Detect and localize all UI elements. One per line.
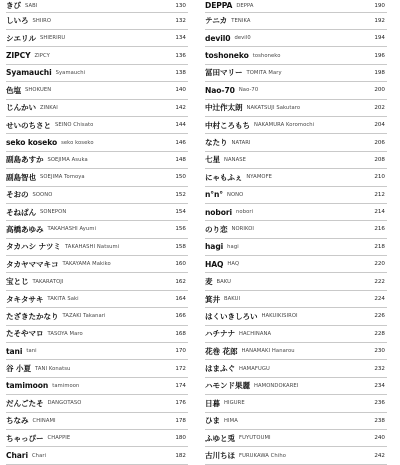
page-number: 202: [374, 104, 385, 111]
page-number: 146: [175, 139, 186, 146]
page-number: 222: [374, 278, 385, 285]
page-number: 226: [374, 313, 385, 320]
artist-reading: HACHINANA: [238, 330, 272, 337]
index-entry: [6, 343, 188, 360]
index-entry: [6, 30, 188, 47]
index-entry: [205, 82, 387, 99]
artist-reading: NONO: [227, 191, 244, 198]
artist-name: シエリル: [6, 33, 36, 43]
index-entry: [6, 221, 188, 238]
artist-reading: NANASE: [224, 156, 247, 163]
index-entry: [205, 413, 387, 430]
artist-name: ハチナナ: [205, 329, 235, 339]
page-number: 160: [175, 261, 186, 268]
artist-reading: hagi: [227, 243, 239, 250]
page-number: 182: [175, 452, 186, 459]
artist-name: テニカ: [205, 16, 228, 26]
artist-reading: SOONO: [32, 191, 53, 198]
page-number: 236: [374, 400, 385, 407]
artist-name: seko koseko: [6, 138, 58, 148]
page-number: 228: [374, 330, 385, 337]
index-entry: [6, 65, 188, 82]
index-entry: [205, 447, 387, 464]
artist-name: toshoneko: [205, 51, 249, 61]
artist-reading: SONEPON: [39, 209, 67, 216]
index-entry: [6, 256, 188, 273]
artist-reading: FURUKAWA Chiho: [238, 452, 286, 459]
index-entry: [205, 239, 387, 256]
page-number: 194: [374, 35, 385, 42]
page-number: 130: [175, 2, 186, 9]
artist-name: 古川ちほ: [205, 451, 235, 461]
artist-name: タカハシ ナツミ: [6, 242, 61, 252]
page-number: 204: [374, 122, 385, 129]
page-number: 220: [374, 261, 385, 268]
index-entry: [205, 360, 387, 377]
page-number: 136: [175, 52, 186, 59]
page-number: 232: [374, 365, 385, 372]
page-number: 148: [175, 156, 186, 163]
artist-name: 花巻 花郎: [205, 346, 238, 356]
page-number: 174: [175, 382, 186, 389]
page-number: 162: [175, 278, 186, 285]
artist-reading: TAKITA Saki: [47, 296, 79, 303]
artist-name: たざきたかなり: [6, 311, 59, 321]
index-entry: [6, 47, 188, 64]
artist-name: Nao-70: [205, 85, 235, 95]
page-number: 198: [374, 69, 385, 76]
page-number: 214: [374, 209, 385, 216]
index-entry: [205, 117, 387, 134]
page-number: 164: [175, 296, 186, 303]
artist-index-right-column: [205, 0, 387, 465]
artist-reading: CHAPPIE: [47, 435, 71, 442]
artist-name: 冨田マリー: [205, 68, 243, 78]
artist-name: だんごたそ: [6, 398, 44, 408]
artist-name: きび: [6, 1, 21, 11]
artist-name: 副島あすか: [6, 155, 44, 165]
artist-name: 七星: [205, 155, 220, 165]
index-entry: [6, 169, 188, 186]
artist-reading: SHIERIRU: [39, 35, 66, 42]
artist-name: 日暮: [205, 398, 220, 408]
artist-reading: NYAMOFE: [246, 174, 273, 181]
artist-name: ふゆと兎: [205, 433, 235, 443]
artist-name: にゃもふぇ: [205, 172, 243, 182]
artist-reading: tamimoon: [52, 382, 80, 389]
artist-name: 宝とじ: [6, 277, 29, 287]
page-number: 134: [175, 35, 186, 42]
index-entry: [205, 221, 387, 238]
artist-reading: CHINAMI: [32, 417, 56, 424]
index-entry: [6, 273, 188, 290]
artist-name: ハモンド果麗: [205, 381, 250, 391]
artist-name: HAQ: [205, 259, 224, 269]
artist-name: hagi: [205, 242, 224, 252]
index-entry: [6, 134, 188, 151]
index-entry: [6, 82, 188, 99]
artist-name: Chari: [6, 451, 28, 461]
artist-reading: DANGOTASO: [47, 400, 82, 407]
artist-reading: HIGURE: [224, 400, 245, 407]
page-number: 208: [374, 156, 385, 163]
index-entry: [6, 13, 188, 30]
page-number: 212: [374, 191, 385, 198]
artist-name: DEPPA: [205, 1, 233, 11]
artist-name: しいろ: [6, 16, 29, 26]
artist-name: なたり: [205, 138, 228, 148]
artist-name: はくいきしろい: [205, 311, 258, 321]
page-number: 206: [374, 139, 385, 146]
artist-name: 色塩: [6, 85, 21, 95]
artist-reading: ZINKAI: [39, 104, 58, 111]
artist-reading: SOEJIMA Asuka: [47, 156, 88, 163]
artist-reading: nobori: [236, 209, 254, 216]
index-entry: [205, 256, 387, 273]
artist-name: じんかい: [6, 103, 36, 113]
page-number: 240: [374, 435, 385, 442]
page-number: 234: [374, 382, 385, 389]
index-entry: [6, 395, 188, 412]
page-number: 152: [175, 191, 186, 198]
page-number: 142: [175, 104, 186, 111]
index-entry: [205, 30, 387, 47]
index-entry: [205, 326, 387, 343]
artist-reading: NATARI: [231, 139, 251, 146]
artist-reading: TAKAYAMA Makiko: [62, 261, 111, 268]
index-entry: [6, 447, 188, 464]
artist-reading: NAKAMURA Koromochi: [253, 122, 315, 129]
index-entry: [205, 395, 387, 412]
artist-name: たそやマロ: [6, 329, 44, 339]
index-entry: [6, 308, 188, 325]
page-number: 138: [175, 69, 186, 76]
page-number: 170: [175, 348, 186, 355]
artist-name: tani: [6, 346, 23, 356]
artist-reading: NAKATSUJI Sakutaro: [246, 104, 301, 111]
page-number: 224: [374, 296, 385, 303]
page-number: 190: [374, 2, 385, 9]
artist-name: タカヤママキコ: [6, 259, 59, 269]
artist-name: 高橋あゆみ: [6, 224, 44, 234]
page-number: 218: [374, 243, 385, 250]
index-entry: [205, 152, 387, 169]
artist-name: 副島智也: [6, 172, 36, 182]
page-number: 178: [175, 417, 186, 424]
index-entry: [205, 204, 387, 221]
index-entry: [6, 239, 188, 256]
artist-reading: HIMA: [224, 417, 238, 424]
artist-name: ひま: [205, 416, 220, 426]
index-entry: [205, 430, 387, 447]
artist-name: せいのちさと: [6, 120, 51, 130]
artist-reading: DEPPA: [236, 2, 254, 9]
index-entry: [205, 134, 387, 151]
artist-name: 谷 小夏: [6, 364, 32, 374]
artist-name: ちゃっぴー: [6, 433, 44, 443]
artist-reading: SHOKUEN: [25, 87, 52, 94]
artist-reading: HAQ: [227, 261, 240, 268]
artist-reading: SABI: [25, 2, 38, 9]
artist-reading: TANI Konatsu: [35, 365, 71, 372]
artist-name: n°n°: [205, 190, 224, 200]
artist-reading: BAKU: [216, 278, 232, 285]
page-number: 192: [374, 17, 385, 24]
page-number: 216: [374, 226, 385, 233]
artist-reading: HAKUIKISIROI: [261, 313, 298, 320]
artist-reading: TENIKA: [231, 17, 251, 24]
index-entry: [205, 169, 387, 186]
index-entry: [6, 100, 188, 117]
index-entry: [6, 430, 188, 447]
artist-reading: NORIKOI: [231, 226, 255, 233]
index-entry: [205, 291, 387, 308]
artist-reading: Chari: [31, 452, 47, 459]
artist-name: 中辻作太朗: [205, 103, 243, 113]
page-number: 210: [374, 174, 385, 181]
artist-reading: HANAMAKI Hanarou: [241, 348, 295, 355]
artist-reading: TOMITA Mary: [246, 69, 282, 76]
index-entry: [205, 273, 387, 290]
artist-reading: toshoneko: [252, 52, 281, 59]
index-entry: [205, 343, 387, 360]
artist-reading: tani: [26, 348, 37, 355]
artist-reading: TASOYA Maro: [47, 330, 83, 337]
artist-reading: Nao-70: [238, 87, 259, 94]
artist-name: 箕井: [205, 294, 220, 304]
artist-name: 中村ころもち: [205, 120, 250, 130]
page-number: 238: [374, 417, 385, 424]
artist-name: tamimoon: [6, 381, 49, 391]
page-number: 144: [175, 122, 186, 129]
page-number: 200: [374, 87, 385, 94]
page-number: 196: [374, 52, 385, 59]
index-entry: [205, 13, 387, 30]
index-entry: [6, 0, 188, 13]
artist-reading: TAKARATOJI: [32, 278, 64, 285]
page-number: 154: [175, 209, 186, 216]
index-entry: [6, 152, 188, 169]
page-number: 230: [374, 348, 385, 355]
index-entry: [205, 65, 387, 82]
index-entry: [205, 308, 387, 325]
artist-name: Syamauchi: [6, 68, 52, 78]
artist-name: タキタサキ: [6, 294, 44, 304]
artist-name: のり恋: [205, 224, 228, 234]
artist-name: そねぱん: [6, 207, 36, 217]
artist-reading: TAKAHASHI Natsumi: [64, 243, 120, 250]
artist-name: ちなみ: [6, 416, 29, 426]
index-entry: [6, 326, 188, 343]
page-number: 168: [175, 330, 186, 337]
artist-reading: TAZAKI Takanari: [62, 313, 106, 320]
artist-reading: SOEJIMA Tomoya: [39, 174, 85, 181]
artist-reading: ZIPCY: [34, 52, 50, 59]
index-entry: [6, 378, 188, 395]
artist-name: はまふぐ: [205, 364, 235, 374]
page-number: 140: [175, 87, 186, 94]
page-number: 242: [374, 452, 385, 459]
index-entry: [6, 413, 188, 430]
artist-reading: SHIIRO: [32, 17, 52, 24]
artist-reading: HAMONDOKAREI: [253, 382, 299, 389]
page-number: 158: [175, 243, 186, 250]
artist-name: ZIPCY: [6, 51, 31, 61]
page-number: 166: [175, 313, 186, 320]
page-number: 150: [175, 174, 186, 181]
index-entry: [205, 0, 387, 13]
artist-reading: seko koseko: [61, 139, 94, 146]
page-number: 180: [175, 435, 186, 442]
artist-name: devil0: [205, 33, 231, 43]
index-entry: [6, 360, 188, 377]
index-entry: [6, 204, 188, 221]
index-entry: [6, 117, 188, 134]
artist-name: そおの: [6, 190, 29, 200]
artist-reading: SEINO Chisato: [54, 122, 94, 129]
index-entry: [6, 187, 188, 204]
index-entry: [205, 187, 387, 204]
artist-index-left-column: [6, 0, 188, 465]
page-number: 132: [175, 17, 186, 24]
artist-name: 麦: [205, 277, 213, 287]
page-number: 172: [175, 365, 186, 372]
artist-reading: BAKUI: [224, 296, 241, 303]
page-number: 176: [175, 400, 186, 407]
artist-reading: Syamauchi: [55, 69, 86, 76]
index-entry: [205, 378, 387, 395]
index-entry: [205, 47, 387, 64]
artist-reading: HAMAFUGU: [238, 365, 270, 372]
index-entry: [205, 100, 387, 117]
artist-reading: devil0: [234, 35, 251, 42]
artist-reading: FUYUTOUMI: [238, 435, 271, 442]
index-entry: [6, 291, 188, 308]
page-number: 156: [175, 226, 186, 233]
artist-reading: TAKAHASHI Ayumi: [47, 226, 97, 233]
artist-name: nobori: [205, 207, 233, 217]
